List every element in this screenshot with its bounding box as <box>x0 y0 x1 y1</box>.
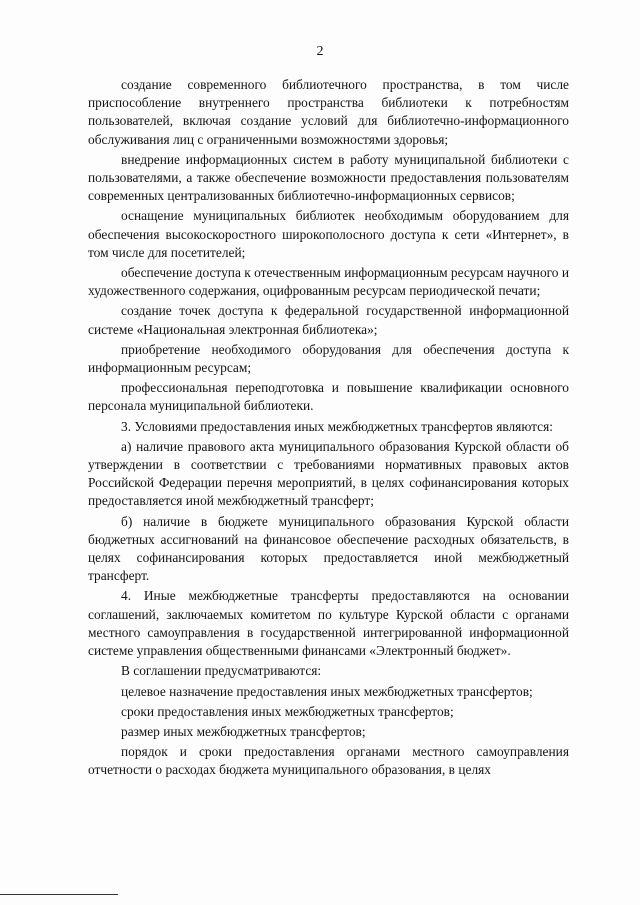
paragraph-retraining: профессиональная переподготовка и повышение квалификации основного персонала муниципальной библиотеки. <box>88 380 569 414</box>
paragraph-equipment-purchase: приобретение необходимого оборудования для обеспечения доступа к информационным ресурсам; <box>88 341 569 376</box>
page-number: 2 <box>316 44 324 59</box>
paragraph-library-space: создание современного библиотечного пространства, в том числе приспособление внутреннего пространства библиотеки к потребностям пользователей, включая создание условий для библиотечно-информационного обслуживания лиц с ограниченными возможностями здоровья; <box>88 77 569 147</box>
paragraph-agreement-intro: В соглашении предусматриваются: <box>121 663 322 679</box>
paragraph-information-systems: внедрение информационных систем в работу муниципальной библиотеки с пользователями, а также обеспечение возможности предоставления пользователям современных централизованных библиотечно-информационных сервисов; <box>88 151 569 204</box>
paragraph-domestic-resources: обеспечение доступа к отечественным информационным ресурсам научного и художественного содержания, оцифрованным ресурсам периодической печати; <box>88 265 570 299</box>
footer-rule <box>0 894 118 895</box>
paragraph-terms: сроки предоставления иных межбюджетных трансфертов; <box>121 703 454 719</box>
document-body <box>88 76 569 782</box>
paragraph-amount: размер иных межбюджетных трансфертов; <box>121 723 366 739</box>
paragraph-section-3: 3. Условиями предоставления иных межбюджетных трансфертов являются: <box>121 418 554 434</box>
paragraph-target-purpose: целевое назначение предоставления иных межбюджетных трансфертов; <box>121 683 533 699</box>
paragraph-section-4: 4. Иные межбюджетные трансферты предоставляются на основании соглашений, заключаемых комитетом по культуре Курской области с органами местного самоуправления в государственной интегрированной информационной системе управления общественными финансами «Электронный бюджет». <box>88 588 569 659</box>
paragraph-equipment-internet: оснащение муниципальных библиотек необходимым оборудованием для обеспечения высокоскоростного широкополосного доступа к сети «Интернет», в том числе для посетителей; <box>88 208 569 260</box>
paragraph-condition-a: а) наличие правового акта муниципального образования Курской области об утверждении в соответствии с требованиями нормативных правовых актов Российской Федерации перечня мероприятий, в целях софинансирования которых предоставляется иной межбюджетный трансферт; <box>88 438 569 509</box>
paragraph-reporting: порядок и сроки предоставления органами местного самоуправления отчетности о расходах бюджета муниципального образования, в целях <box>88 744 569 778</box>
paragraph-condition-b: б) наличие в бюджете муниципального образования Курской области бюджетных ассигнований на финансовое обеспечение расходных обязательств, в целях софинансирования которых предоставляется иной межбюджетный трансферт. <box>88 513 569 584</box>
paragraph-access-points: создание точек доступа к федеральной государственной информационной системе «Национальная электронная библиотека»; <box>88 303 569 337</box>
